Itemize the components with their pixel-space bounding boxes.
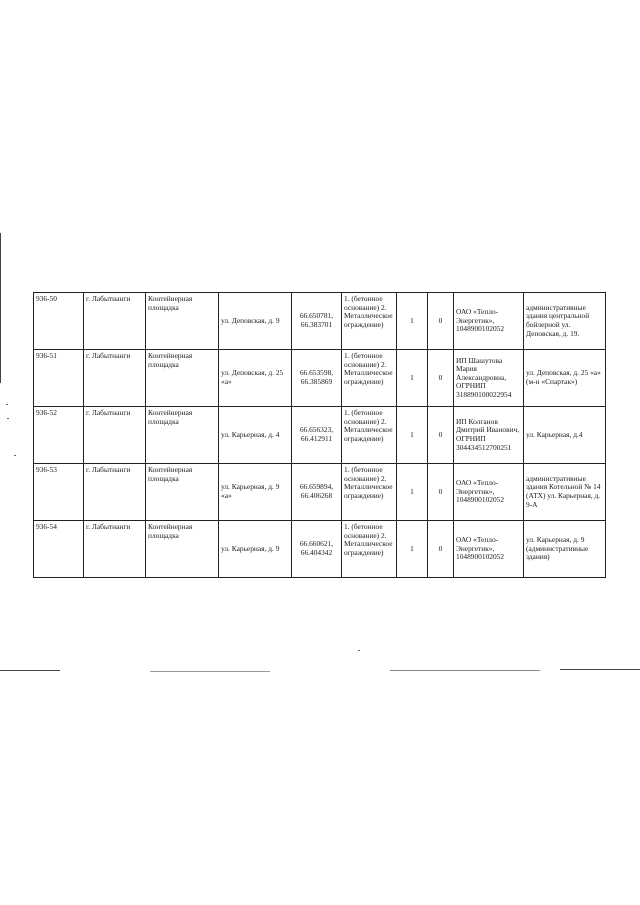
city: г. Лабытнанги bbox=[84, 521, 146, 578]
site-base: 1. (бетонное основание) 2. Металлическое ограждение) bbox=[342, 407, 397, 464]
owner: ОАО «Тепло-Энергетик», 1048900102052 bbox=[454, 464, 524, 521]
coordinates: 66.650781, 66.383701 bbox=[292, 293, 342, 350]
site-number: 936-53 bbox=[34, 464, 84, 521]
table-row bbox=[34, 293, 606, 350]
site-base: 1. (бетонное основание) 2. Металлическое ограждение) bbox=[342, 350, 397, 407]
bottom-scan-line bbox=[560, 669, 640, 670]
address: ул. Карьерная, д. 9 «а» bbox=[219, 464, 292, 521]
owner: ИП Колганов Дмитрий Иванович, ОГРНИП 304434512700251 bbox=[454, 407, 524, 464]
waste-source: административные здания Котельной № 14 (АТХ) ул. Карьерная, д. 9-А bbox=[524, 464, 606, 521]
city: г. Лабытнанги bbox=[84, 407, 146, 464]
bottom-scan-line bbox=[150, 671, 270, 672]
site-base: 1. (бетонное основание) 2. Металлическое ограждение) bbox=[342, 464, 397, 521]
table-row bbox=[34, 464, 606, 521]
owner: ОАО «Тепло-Энергетик», 1048900102052 bbox=[454, 293, 524, 350]
waste-source: ул. Карьерная, д. 9 (административные здания) bbox=[524, 521, 606, 578]
address: ул. Карьерная, д. 9 bbox=[219, 521, 292, 578]
coordinates: 66.660621, 66.404342 bbox=[292, 521, 342, 578]
coordinates: 66.656323, 66.412911 bbox=[292, 407, 342, 464]
site-type: Контейнерная площадка bbox=[146, 521, 219, 578]
owner: ИП Шашутова Мария Александровна, ОГРНИП 318890100022954 bbox=[454, 350, 524, 407]
coordinates: 66.659894, 66.406268 bbox=[292, 464, 342, 521]
site-number: 936-51 bbox=[34, 350, 84, 407]
zero-count: 0 bbox=[428, 521, 454, 578]
coordinates: 66.653598, 66.385869 bbox=[292, 350, 342, 407]
container-count: 1 bbox=[397, 293, 428, 350]
waste-source: ул. Карьерная, д.4 bbox=[524, 407, 606, 464]
left-edge-mark bbox=[0, 233, 1, 383]
zero-count: 0 bbox=[428, 293, 454, 350]
container-count: 1 bbox=[397, 464, 428, 521]
city: г. Лабытнанги bbox=[84, 293, 146, 350]
site-base: 1. (бетонное основание) 2. Металлическое ограждение) bbox=[342, 293, 397, 350]
site-number: 936-50 bbox=[34, 293, 84, 350]
scan-speck bbox=[358, 650, 360, 651]
container-sites-table bbox=[33, 292, 606, 578]
waste-source: административные здания центральной бойлерной ул. Деповская, д. 19. bbox=[524, 293, 606, 350]
site-type: Контейнерная площадка bbox=[146, 350, 219, 407]
site-type: Контейнерная площадка bbox=[146, 407, 219, 464]
address: ул. Деповская, д. 9 bbox=[219, 293, 292, 350]
site-type: Контейнерная площадка bbox=[146, 293, 219, 350]
container-count: 1 bbox=[397, 521, 428, 578]
table-row bbox=[34, 350, 606, 407]
city: г. Лабытнанги bbox=[84, 464, 146, 521]
bottom-scan-line bbox=[390, 670, 540, 671]
zero-count: 0 bbox=[428, 350, 454, 407]
zero-count: 0 bbox=[428, 464, 454, 521]
city: г. Лабытнанги bbox=[84, 350, 146, 407]
container-count: 1 bbox=[397, 407, 428, 464]
scan-speck bbox=[14, 455, 16, 456]
address: ул. Карьерная, д. 4 bbox=[219, 407, 292, 464]
table-row bbox=[34, 407, 606, 464]
scan-speck bbox=[7, 418, 9, 419]
site-base: 1. (бетонное основание) 2. Металлическое ограждение) bbox=[342, 521, 397, 578]
table-row bbox=[34, 521, 606, 578]
owner: ОАО «Тепло-Энергетик», 1048900102052 bbox=[454, 521, 524, 578]
site-type: Контейнерная площадка bbox=[146, 464, 219, 521]
site-number: 936-52 bbox=[34, 407, 84, 464]
zero-count: 0 bbox=[428, 407, 454, 464]
site-number: 936-54 bbox=[34, 521, 84, 578]
address: ул. Деповская, д. 25 «а» bbox=[219, 350, 292, 407]
waste-source: ул. Деповская, д. 25 «а» (м-н «Спартак») bbox=[524, 350, 606, 407]
bottom-scan-line bbox=[0, 670, 60, 671]
scan-speck bbox=[6, 404, 8, 405]
container-count: 1 bbox=[397, 350, 428, 407]
